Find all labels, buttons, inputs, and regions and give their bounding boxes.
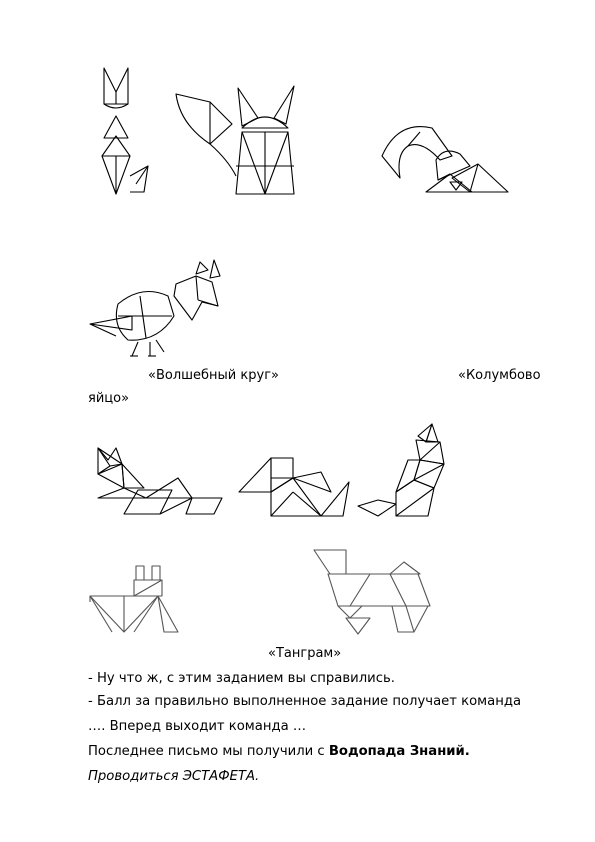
puzzle-figure-horse — [310, 548, 435, 640]
puzzle-figure-fox-standing — [356, 420, 446, 520]
caption-columbus-egg-part1: «Колумбово — [458, 368, 541, 383]
paragraph-score-award: - Балл за правильно выполненное задание получает команда — [88, 694, 522, 709]
caption-tangram: «Танграм» — [268, 646, 342, 661]
puzzle-figure-fox-sitting — [92, 66, 167, 201]
puzzle-figure-rooster — [88, 256, 230, 360]
paragraph-next-team: …. Вперед выходит команда … — [88, 719, 307, 734]
puzzle-figure-animal-standing — [86, 562, 186, 642]
paragraph-task-completed: - Ну что ж, с этим заданием вы справились. — [88, 671, 395, 686]
puzzle-figure-cat-lying — [94, 440, 224, 520]
caption-columbus-egg-part2: яйцо» — [88, 391, 130, 406]
relay-race-title: Проводиться ЭСТАФЕТА. — [88, 769, 260, 784]
puzzle-figure-squirrel — [378, 120, 513, 200]
puzzle-figure-fox-tail — [170, 84, 300, 199]
caption-magic-circle: «Волшебный круг» — [148, 368, 279, 383]
last-letter-text: Последнее письмо мы получили с — [88, 744, 329, 759]
paragraph-last-letter — [88, 744, 470, 759]
waterfall-of-knowledge: Водопада Знаний. — [328, 744, 470, 759]
puzzle-figure-duck — [235, 452, 355, 527]
